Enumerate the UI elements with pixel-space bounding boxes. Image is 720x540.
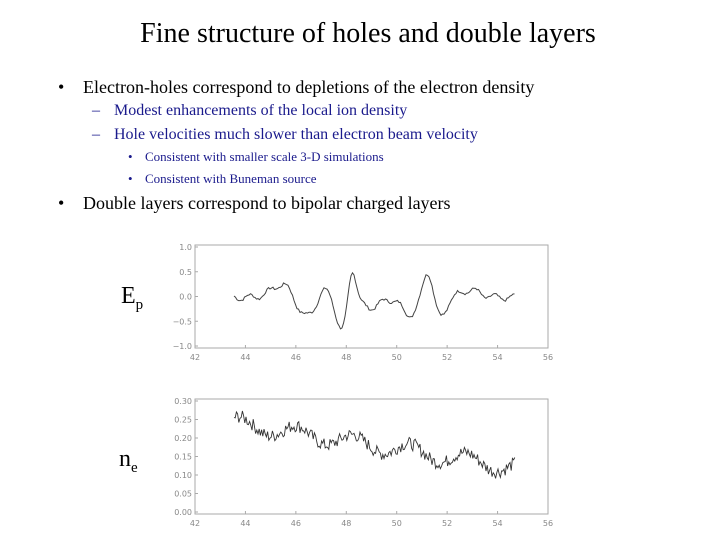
ep-x-tick-label: 50: [391, 353, 402, 362]
ne-y-tick-label: 0.05: [174, 489, 192, 499]
ne-y-tick-label: 0.00: [174, 508, 192, 517]
ne-x-tick-label: 42: [189, 519, 201, 528]
ep-y-tick-label: −0.5: [172, 317, 192, 327]
ne-trace: [234, 411, 515, 478]
ep-y-tick-label: 0.5: [179, 267, 192, 277]
ne-axes-box: [195, 399, 548, 514]
ep-x-tick-label: 56: [542, 353, 554, 362]
ep-plot-label: $E_p$: [121, 283, 144, 313]
ne-x-tick-label: 48: [341, 519, 352, 528]
ne-x-tick-label: 56: [542, 519, 554, 528]
ep-y-tick-label: 1.0: [179, 243, 192, 252]
ep-x-tick-label: 48: [341, 353, 352, 362]
sub-sub-bullet-marker: •: [128, 149, 133, 164]
bullet-marker: •: [58, 193, 65, 213]
sub-bullet-ion-density: Modest enhancements of the local ion density: [114, 102, 408, 119]
bullet-electron-holes: Electron-holes correspond to depletions of the electron density: [83, 77, 535, 97]
ne-x-tick-label: 52: [442, 519, 453, 528]
ep-x-tick-label: 42: [189, 353, 201, 362]
ep-trace: [234, 273, 515, 329]
bullet-marker: •: [58, 77, 65, 97]
slide-title: Fine structure of holes and double layers: [140, 18, 596, 49]
ne-y-tick-label: 0.10: [174, 471, 192, 480]
sub-sub-bullet-buneman: Consistent with Buneman source: [145, 171, 317, 186]
ep-x-tick-label: 52: [442, 353, 453, 362]
sub-sub-bullet-3d-simulations: Consistent with smaller scale 3-D simulations: [145, 149, 384, 164]
ne-plot-frame: [174, 397, 553, 528]
ne-y-tick-label: 0.20: [174, 434, 192, 443]
ep-plot-frame: [173, 243, 554, 362]
ep-x-tick-label: 54: [492, 353, 503, 362]
sub-bullet-marker: –: [92, 126, 100, 143]
ne-plot-label: $n_e$: [119, 446, 138, 476]
sub-bullet-marker: –: [92, 102, 100, 119]
ne-x-tick-label: 54: [492, 519, 503, 528]
ep-y-tick-label: 0.0: [179, 292, 192, 302]
bullet-double-layers: Double layers correspond to bipolar charged layers: [83, 193, 451, 213]
ep-x-tick-label: 46: [290, 353, 301, 362]
ep-axes-box: [195, 245, 548, 348]
ep-x-tick-label: 44: [240, 353, 251, 362]
sub-bullet-hole-velocities: Hole velocities much slower than electron beam velocity: [114, 126, 478, 143]
ep-y-tick-label: −1.0: [172, 342, 192, 351]
ne-x-tick-label: 44: [240, 519, 251, 528]
ne-x-tick-label: 50: [391, 519, 402, 528]
ne-y-tick-label: 0.30: [174, 397, 192, 406]
sub-sub-bullet-marker: •: [128, 171, 133, 186]
ne-y-tick-label: 0.25: [174, 415, 192, 425]
ne-y-tick-label: 0.15: [174, 452, 192, 462]
ne-x-tick-label: 46: [290, 519, 301, 528]
